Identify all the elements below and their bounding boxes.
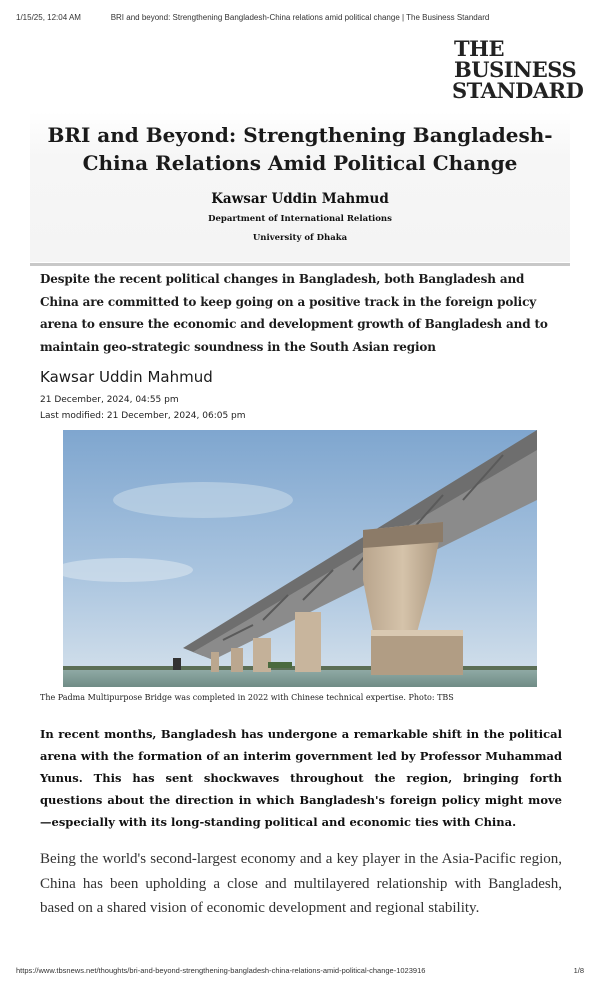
print-page-title: BRI and beyond: Strengthening Bangladesh-China relations amid political change | The Business Standard [110,13,490,22]
tbs-logo[interactable] [452,38,584,101]
modified-date: Last modified: 21 December, 2024, 06:05 pm [40,411,246,421]
author-university: University of Dhaka [252,233,348,243]
article-paragraph: Being the world's second-largest economy and a key player in the Asia-Pacific region, China has been upholding a close and multilayered relationship with Bangladesh, based on a shared vision of economic development and regional stability. [40,851,562,916]
footer-url[interactable]: https://www.tbsnews.net/thoughts/bri-and-beyond-strengthening-bangladesh-china-relations-amid-political-change-1023916 [16,966,426,975]
page-number: 1/8 [573,966,584,975]
print-datetime: 1/15/25, 12:04 AM [16,13,81,22]
published-date: 21 December, 2024, 04:55 pm [40,395,179,405]
bridge-photo [63,430,537,687]
divider [30,263,570,266]
photo-caption: The Padma Multipurpose Bridge was completed in 2022 with Chinese technical expertise. Photo: TBS [40,693,454,702]
logo-line-2: BUSINESS [454,57,577,82]
author-name: Kawsar Uddin Mahmud [211,191,389,207]
article-lead: In recent months, Bangladesh has undergone a remarkable shift in the political arena with the formation of an interim government led by Professor Muhammad Yunus. This has sent shockwaves throughout the region, bringing forth questions about the direction in which Bangladesh's foreign policy might move—especially with its long-standing political and economic ties with China. [40,727,562,829]
article-standfirst: Despite the recent political changes in Bangladesh, both Bangladesh and China are committed to keep going on a positive track in the foreign policy arena to ensure the economic and development growth of Bangladesh and to maintain geo-strategic soundness in the South Asian region [40,272,548,354]
logo-line-1: THE [454,36,504,61]
author-department: Department of International Relations [208,214,392,224]
byline-author[interactable]: Kawsar Uddin Mahmud [40,368,213,386]
article-headline: BRI and Beyond: Strengthening Bangladesh-China Relations Amid Political Change [47,123,553,175]
logo-line-3: STANDARD [452,78,584,103]
